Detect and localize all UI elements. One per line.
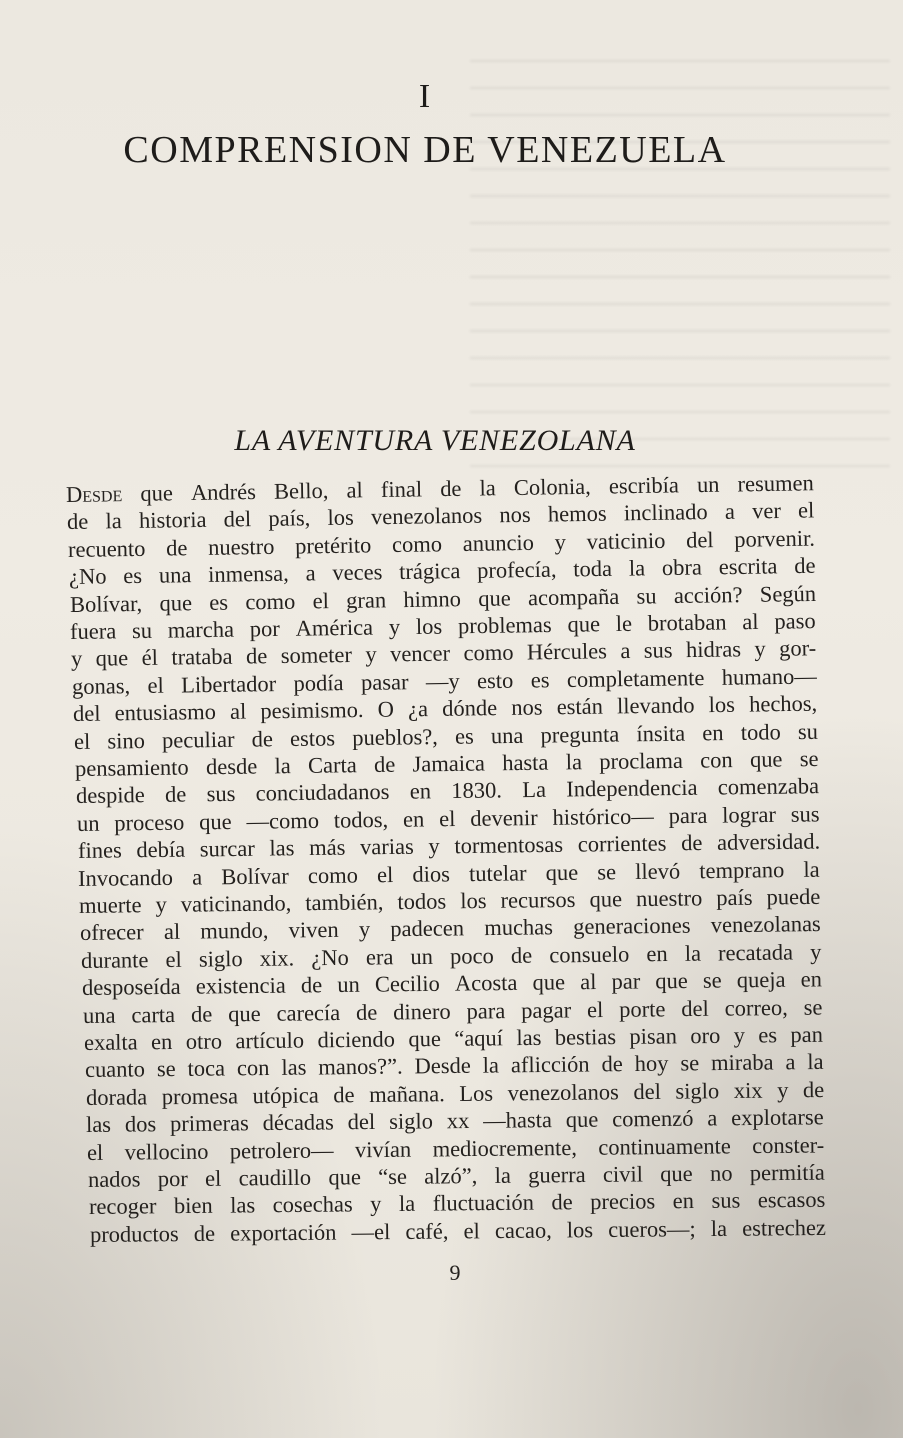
- chapter-number: I: [418, 78, 432, 115]
- text-line: recoger bien las cosechas y la fluctuación de precios en sus escasos: [88, 1187, 826, 1220]
- page-number: 9: [449, 1260, 461, 1285]
- text-line: dorada promesa utópica de mañana. Los venezolanos del siglo xix y de: [85, 1076, 824, 1110]
- text-line: durante el siglo xix. ¿No era un poco de consuelo en la recatada y: [80, 939, 822, 973]
- text-line: ofrecer al mundo, viven y padecen muchas generaciones venezolanas: [80, 911, 822, 946]
- text-line: las dos primeras décadas del siglo xx —hasta que comenzó a explotarse: [86, 1104, 825, 1138]
- text-line: el vellocino petrolero— vivían mediocremente, continuamente conster-: [87, 1132, 825, 1165]
- text-line: un proceso que —como todos, en el devenir histórico— para lograr sus: [76, 801, 820, 836]
- text-line: exalta en otro artículo diciendo que “aquí las bestias pisan oro y es pan: [83, 1021, 823, 1055]
- section-title: LA AVENTURA VENEZOLANA: [234, 424, 636, 457]
- text-line: y que él trataba de someter y vencer como Hércules a sus hidras y gor-: [71, 635, 817, 672]
- text-line: muerte y vaticinando, también, todos los recursos que nuestro país puede: [79, 883, 821, 918]
- text-line: el sino peculiar de estos pueblos?, es una pregunta ínsita en todo su: [73, 718, 819, 754]
- opening-word: Desde: [65, 481, 123, 507]
- text-line: cuanto se toca con las manos?”. Desde la aflicción de hoy se miraba a la: [84, 1049, 824, 1083]
- text-line: desposeída existencia de un Cecilio Acosta que al par que se queja en: [81, 966, 823, 1001]
- text-line: recuento de nuestro pretérito como anuncio y vaticinio del porvenir.: [67, 525, 815, 562]
- text-line: Bolívar, que es como el gran himno que acompaña su acción? Según: [69, 580, 816, 617]
- text-line: del entusiasmo al pesimismo. O ¿a dónde nos están llevando los hechos,: [72, 690, 818, 727]
- chapter-title: COMPRENSION DE VENEZUELA: [123, 129, 727, 171]
- text-line: gonas, el Libertador podía pasar —y esto es completamente humano—: [72, 663, 818, 699]
- text-line: Desde que Andrés Bello, al final de la Colonia, escribía un resumen: [65, 470, 814, 507]
- text-line: pensamiento desde la Carta de Jamaica hasta la proclama con que se: [74, 746, 819, 781]
- text-line: despide de sus conciudadanos en 1830. La Independencia comenzaba: [75, 773, 819, 809]
- text-line: nados por el caudillo que “se alzó”, la guerra civil que no permitía: [88, 1159, 826, 1192]
- text-line: productos de exportación —el café, el cacao, los cueros—; la estrechez: [89, 1214, 826, 1247]
- text-line: fuera su marcha por América y los problemas que le brotaban al paso: [70, 608, 817, 644]
- text-line: fines debía surcar las más varias y tormentosas corrientes de adversidad.: [77, 828, 820, 864]
- text-line: de la historia del país, los venezolanos nos hemos inclinado a ver el: [66, 497, 815, 535]
- text-line: ¿No es una inmensa, a veces trágica profecía, toda la obra escrita de: [68, 552, 816, 590]
- reverse-side-bleed-through: [470, 60, 890, 480]
- text-line: una carta de que carecía de dinero para pagar el porte del correo, se: [82, 994, 823, 1028]
- text-line: Invocando a Bolívar como el dios tutelar que se llevó temprano la: [78, 856, 821, 891]
